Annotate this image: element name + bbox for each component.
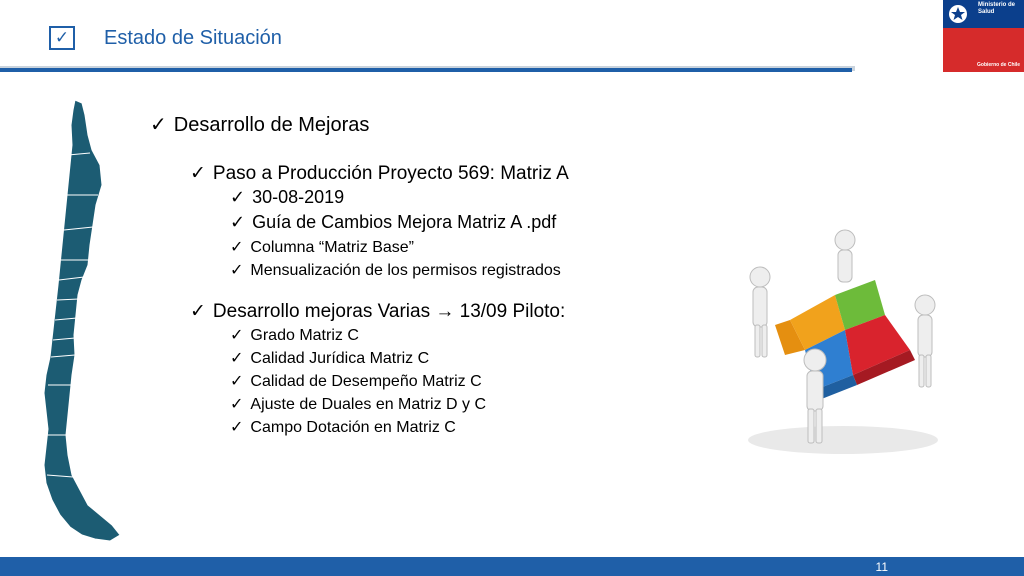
- check-icon: ✓: [230, 371, 244, 390]
- chile-map-icon: [30, 95, 125, 550]
- list-item-heading: [150, 112, 710, 140]
- list-item: [230, 325, 710, 348]
- list-item: [230, 348, 710, 371]
- page-number: 11: [875, 560, 888, 574]
- checkbox-icon: ✓: [49, 26, 75, 50]
- check-icon: ✓: [190, 300, 206, 322]
- check-icon: ✓: [230, 348, 244, 367]
- logo-ministry-text: Ministerio de Salud: [978, 2, 1016, 15]
- section2-title: Desarrollo mejoras Varias → 13/09 Piloto:: [212, 301, 566, 322]
- list-item: [230, 187, 710, 212]
- ministry-logo: [943, 0, 1024, 72]
- list-item-section2: [190, 300, 710, 325]
- list-item: [230, 371, 710, 394]
- list-item: [230, 212, 710, 237]
- coat-of-arms-icon: [947, 3, 969, 25]
- list-item: [230, 237, 710, 260]
- section1-item-column: Columna “Matriz Base”: [250, 239, 415, 256]
- section2-item: Calidad de Desempeño Matriz C: [250, 373, 482, 390]
- section1-title: Paso a Producción Proyecto 569: Matriz A: [212, 163, 569, 184]
- bullet-list: [150, 112, 710, 440]
- check-icon: ✓: [150, 112, 167, 136]
- section2-item: Campo Dotación en Matriz C: [250, 419, 456, 436]
- footer-bar: [0, 557, 1024, 576]
- section2-item: Calidad Jurídica Matriz C: [250, 350, 430, 367]
- section2-item: Grado Matriz C: [250, 327, 359, 344]
- check-icon: ✓: [230, 237, 244, 256]
- check-icon: ✓: [230, 394, 244, 413]
- section1-item-monthly: Mensualización de los permisos registrados: [250, 262, 561, 279]
- list-item: [230, 260, 710, 283]
- list-item: [230, 417, 710, 440]
- list-item-section1: [190, 162, 710, 187]
- puzzle-team-icon: [735, 225, 950, 460]
- list-item: [230, 394, 710, 417]
- heading-text: Desarrollo de Mejoras: [173, 114, 370, 136]
- check-icon: ✓: [230, 325, 244, 344]
- section1-item-date: 30-08-2019: [252, 187, 345, 207]
- check-icon: ✓: [230, 212, 246, 233]
- check-icon: ✓: [230, 260, 244, 279]
- check-icon: ✓: [190, 162, 206, 184]
- section2-item: Ajuste de Duales en Matriz D y C: [250, 396, 487, 413]
- section1-item-guide: Guía de Cambios Mejora Matriz A .pdf: [252, 212, 557, 232]
- check-icon: ✓: [230, 187, 246, 208]
- page-title: Estado de Situación: [104, 27, 282, 49]
- check-icon: ✓: [230, 417, 244, 436]
- header-divider: [0, 68, 852, 72]
- logo-government-text: Gobierno de Chile: [977, 62, 1021, 68]
